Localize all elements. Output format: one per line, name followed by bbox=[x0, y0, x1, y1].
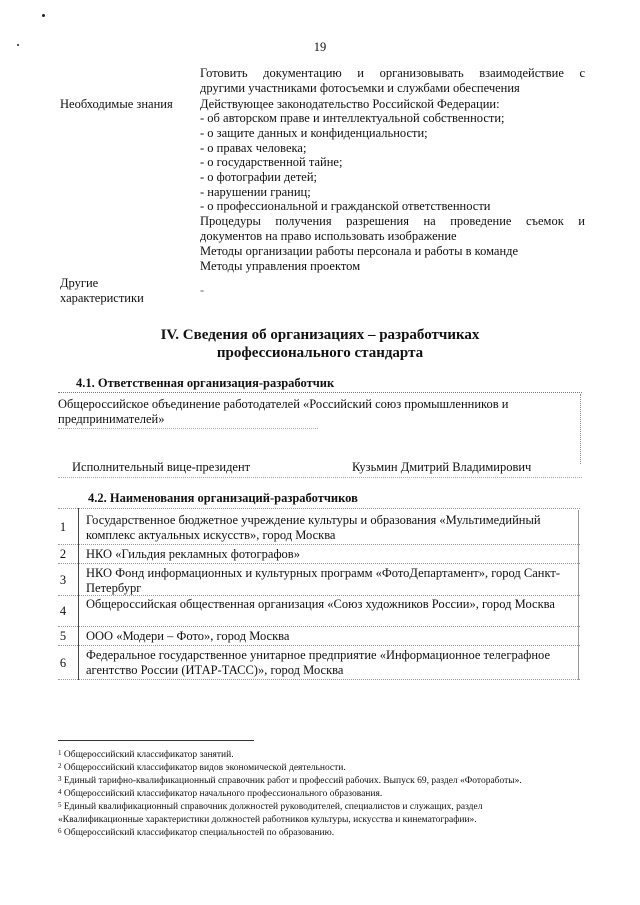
footnote-text: Общероссийский классификатор занятий. bbox=[63, 750, 234, 760]
org-number: 2 bbox=[59, 547, 67, 561]
table-border bbox=[58, 392, 582, 393]
footnote-text: Общероссийский классификатор начального профессионального образования. bbox=[63, 789, 383, 799]
org-name: ООО «Модери – Фото», город Москва bbox=[86, 629, 290, 643]
org-number: 5 bbox=[59, 629, 67, 643]
footnote-text: Единый квалификационный справочник должностей руководителей, специалистов и служащих, раздел bbox=[63, 802, 483, 812]
org-number: 6 bbox=[59, 656, 67, 670]
other-label-2: характеристики bbox=[60, 291, 144, 305]
knowledge-item: - о защите данных и конфиденциальности; bbox=[200, 126, 428, 140]
section-title-line-1: IV. Сведения об организациях – разработчиках bbox=[160, 327, 480, 343]
responsible-org-line-1: Общероссийское объединение работодателей «Российский союз промышленников и bbox=[58, 397, 509, 411]
org-number: 4 bbox=[59, 604, 67, 618]
footnote bbox=[58, 749, 234, 761]
footnote-text: Единый тарифно-квалификационный справочник работ и профессий рабочих. Выпуск 69, раздел «Фотоработы». bbox=[63, 776, 522, 786]
table-border bbox=[58, 645, 580, 646]
knowledge-item: - об авторском праве и интеллектуальной собственности; bbox=[200, 111, 505, 125]
footnote-number: 6 bbox=[58, 827, 62, 835]
footnote bbox=[58, 827, 334, 839]
intro-line-2: другими участниками фотосъемки и службами обеспечения bbox=[200, 81, 520, 95]
table-border bbox=[58, 563, 580, 564]
footnote-number: 4 bbox=[58, 788, 62, 796]
subsection-4-2-title: 4.2. Наименования организаций-разработчиков bbox=[88, 491, 358, 505]
other-label-1: Другие bbox=[60, 276, 99, 290]
table-border bbox=[58, 508, 580, 509]
signatory-position: Исполнительный вице-президент bbox=[72, 460, 251, 474]
signatory-name: Кузьмин Дмитрий Владимирович bbox=[352, 460, 532, 474]
org-number: 3 bbox=[59, 573, 67, 587]
table-border bbox=[58, 626, 580, 627]
table-border bbox=[58, 477, 582, 478]
table-border bbox=[58, 544, 580, 545]
footnote bbox=[58, 775, 522, 787]
footnote-number: 1 bbox=[58, 749, 62, 757]
knowledge-item: - о профессиональной и гражданской ответственности bbox=[200, 199, 491, 213]
table-border bbox=[580, 394, 581, 464]
intro-line-1: Готовить документацию и организовывать взаимодействие с bbox=[200, 66, 585, 80]
org-number: 1 bbox=[59, 520, 67, 534]
section-title-line-2: профессионального стандарта bbox=[216, 345, 424, 361]
footnote-text: Общероссийский классификатор специальностей по образованию. bbox=[63, 828, 335, 838]
footnote-separator bbox=[58, 740, 254, 741]
org-name: Федеральное государственное унитарное предприятие «Информационное телеграфное агентство России (ИТАР-ТАСС)», город Москва bbox=[86, 648, 550, 677]
footnote-number: 2 bbox=[58, 762, 62, 770]
knowledge-item: Действующее законодательство Российской Федерации: bbox=[200, 97, 500, 111]
footnote-number: 3 bbox=[58, 775, 62, 783]
other-value: - bbox=[200, 283, 205, 297]
table-border bbox=[58, 679, 580, 680]
footnote-text: «Квалификационные характеристики должностей работников культуры, искусства и кинематографии». bbox=[58, 815, 477, 825]
procedures-line-1: Процедуры получения разрешения на проведение съемок и bbox=[200, 214, 585, 228]
knowledge-item: - о правах человека; bbox=[200, 141, 307, 155]
knowledge-item: - о государственной тайне; bbox=[200, 155, 343, 169]
knowledge-label: Необходимые знания bbox=[60, 97, 173, 111]
footnote bbox=[58, 762, 346, 774]
footnote bbox=[58, 814, 477, 826]
page-number: 19 bbox=[313, 40, 327, 54]
footnote-number: 5 bbox=[58, 801, 62, 809]
org-name: НКО «Гильдия рекламных фотографов» bbox=[86, 547, 300, 561]
table-border bbox=[58, 595, 580, 596]
knowledge-item: - нарушении границ; bbox=[200, 185, 311, 199]
procedures-line-2: документов на право использовать изображение bbox=[200, 229, 457, 243]
org-name: Общероссийская общественная организация «Союз художников России», город Москва bbox=[86, 597, 555, 611]
table-border bbox=[58, 428, 318, 429]
methods-line-1: Методы организации работы персонала и работы в команде bbox=[200, 244, 519, 258]
methods-line-2: Методы управления проектом bbox=[200, 259, 361, 273]
org-name: НКО Фонд информационных и культурных программ «ФотоДепартамент», город Санкт-Петербург bbox=[86, 566, 561, 595]
org-name: Государственное бюджетное учреждение культуры и образования «Мультимедийный комплекс актуальных искусств», город Москва bbox=[86, 513, 541, 542]
footnote-text: Общероссийский классификатор видов экономической деятельности. bbox=[63, 763, 346, 773]
table-border bbox=[78, 508, 79, 680]
scan-mark bbox=[42, 14, 45, 17]
knowledge-item: - о фотографии детей; bbox=[200, 170, 318, 184]
footnote bbox=[58, 801, 482, 813]
subsection-4-1-title: 4.1. Ответственная организация-разработчик bbox=[76, 376, 335, 390]
responsible-org-line-2: предпринимателей» bbox=[58, 412, 165, 426]
footnote bbox=[58, 788, 382, 800]
